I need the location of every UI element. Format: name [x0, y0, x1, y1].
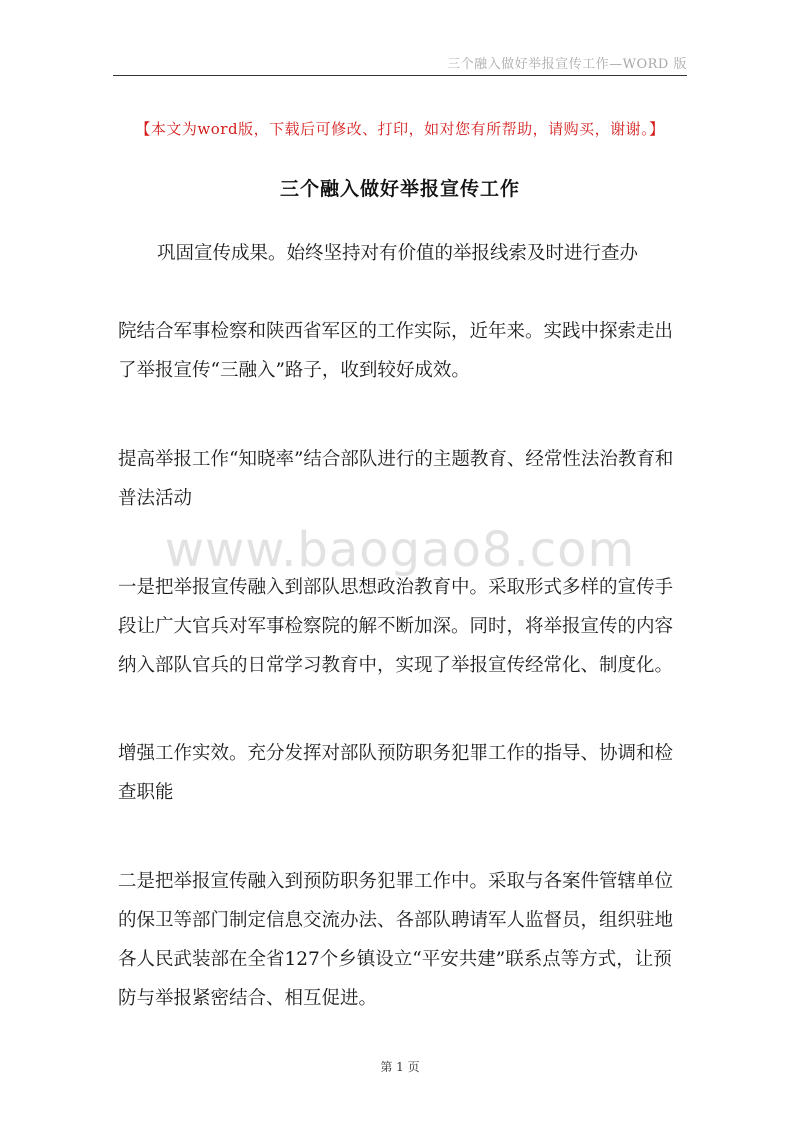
- paragraph-2: 院结合军事检察和陕西省军区的工作实际，近年来。实践中探索走出了举报宣传“三融入”路子，收到较好成效。: [118, 321, 674, 381]
- paragraph-6: 二是把举报宣传融入到预防职务犯罪工作中。采取与各案件管辖单位的保卫等部门制定信息交流办法、各部队聘请军人监督员，组织驻地各人民武装部在全省127个乡镇设立“平安共建”联系点等方式，让预防与举报紧密结合、相互促进。: [118, 871, 674, 1009]
- paragraph-1: 巩固宣传成果。始终坚持对有价值的举报线索及时进行查办: [157, 243, 639, 264]
- download-notice: 【本文为word版，下载后可修改、打印，如对您有所帮助，请购买，谢谢。】: [135, 120, 665, 138]
- paragraph-5: 增强工作实效。充分发挥对部队预防职务犯罪工作的指导、协调和检查职能: [118, 743, 674, 803]
- document-title: 三个融入做好举报宣传工作: [279, 178, 520, 200]
- page-number: 第 1 页: [380, 1060, 420, 1074]
- header-divider: [113, 75, 687, 76]
- paragraph-4: 一是把举报宣传融入到部队思想政治教育中。采取形式多样的宣传手段让广大官兵对军事检察院的解不断加深。同时，将举报宣传的内容纳入部队官兵的日常学习教育中，实现了举报宣传经常化、制度化。: [118, 577, 674, 676]
- running-header: 三个融入做好举报宣传工作—WORD 版: [447, 57, 687, 72]
- paragraph-3: 提高举报工作“知晓率”结合部队进行的主题教育、经常性法治教育和普法活动: [118, 449, 674, 509]
- watermark: www.baogao8.com: [164, 522, 636, 578]
